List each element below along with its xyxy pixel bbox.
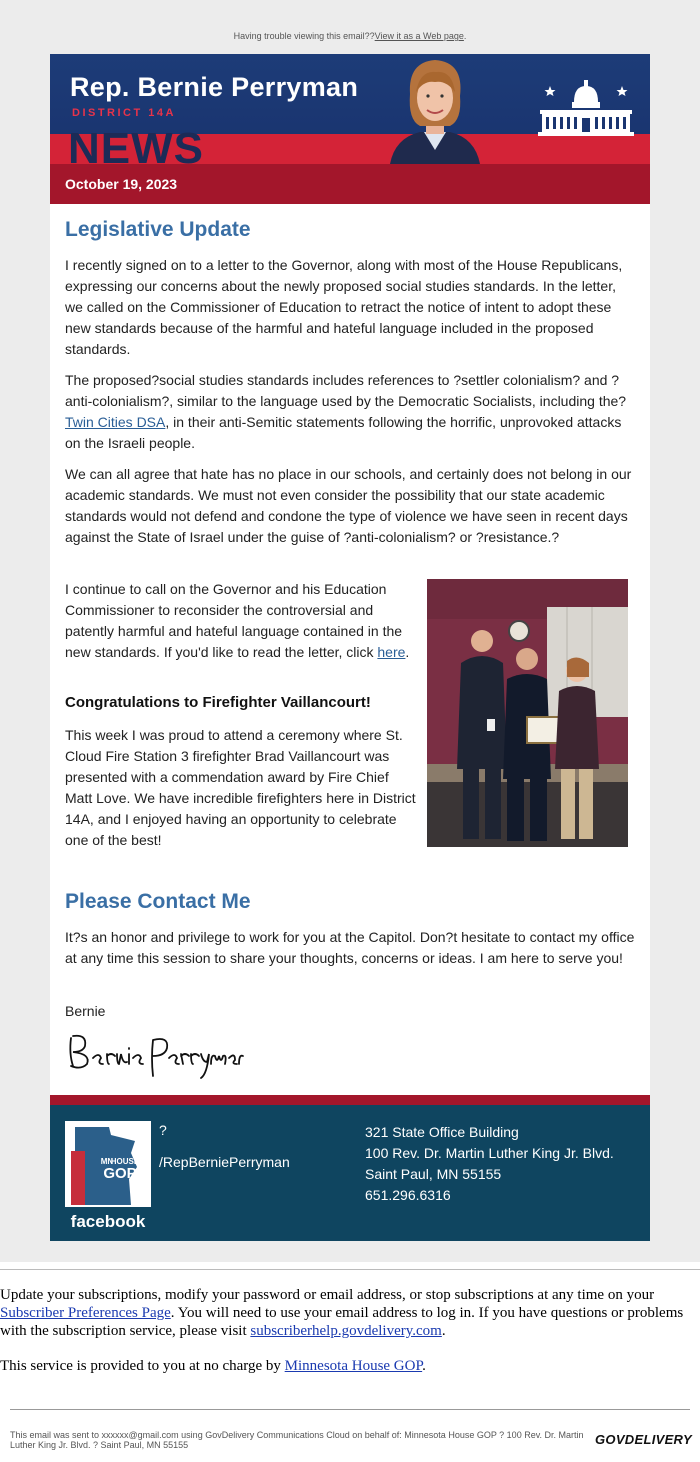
footer-question-mark: ? — [159, 1122, 167, 1138]
capitol-building-icon — [538, 76, 634, 136]
subscriber-preferences-link[interactable]: Subscriber Preferences Page — [0, 1305, 171, 1321]
handwritten-signature — [65, 1024, 245, 1084]
read-letter-link[interactable]: here — [377, 644, 406, 660]
subscriber-help-link[interactable]: subscriberhelp.govdelivery.com — [250, 1323, 442, 1339]
facebook-handle-link[interactable]: /RepBerniePerryman — [159, 1154, 290, 1170]
contact-footer — [50, 1105, 650, 1241]
minnesota-house-gop-link[interactable]: Minnesota House GOP — [284, 1358, 423, 1374]
legislative-paragraph-3: We can all agree that hate has no place in our schools, and certainly does not belong in our academic standards. We must not even consider the possibility that our state academic standards would not defend and condone the type of violence we have seen in recent days against the State of Israel under the guise of ?anti-colonialism? or ?resistance.? — [65, 466, 632, 545]
footer-accent-bar — [50, 1095, 650, 1105]
news-wordmark: NEWS — [68, 124, 204, 173]
logo-text-mn: MN — [100, 1157, 114, 1166]
office-address: 321 State Office Building 100 Rev. Dr. Martin Luther King Jr. Blvd. Saint Paul, MN 55155 651.296.6316 — [365, 1122, 614, 1206]
govdelivery-logo: GOVDELIVERY — [595, 1432, 692, 1447]
firefighter-heading: Congratulations to Firefighter Vaillancourt! — [65, 694, 371, 711]
twin-cities-dsa-link[interactable]: Twin Cities DSA — [65, 414, 166, 430]
issue-date: October 19, 2023 — [65, 176, 178, 192]
logo-text-gop: GOP — [103, 1165, 137, 1182]
signoff-name: Bernie — [65, 1003, 106, 1019]
divider — [0, 1269, 700, 1270]
office-phone: 651.296.6316 — [365, 1187, 451, 1203]
legislative-update-heading: Legislative Update — [65, 218, 251, 241]
contact-section — [65, 890, 635, 914]
preheader: Having trouble viewing this email??View it as a Web page. — [233, 31, 467, 41]
legislative-paragraph-4: I continue to call on the Governor and his Education Commissioner to reconsider the controversial and patently harmful and hateful language contained in the new standards. If you'd like to read the letter, click here. — [65, 581, 410, 660]
legislative-update-section — [65, 218, 635, 242]
contact-paragraph: It?s an honor and privilege to work for you at the Capitol. Don?t hesitate to contact my office at any time this session to share your thoughts, concerns or ideas. I am here to serve you! — [65, 929, 635, 966]
contact-heading: Please Contact Me — [65, 890, 251, 913]
firefighter-paragraph: This week I was proud to attend a ceremony where St. Cloud Fire Station 3 firefighter Brad Vaillancourt was presented with a commendation award by Fire Chief Matt Love. We have incredible firefighters here in District 14A, and I enjoyed having an opportunity to celebrate one of the best! — [65, 727, 416, 848]
subscription-notice: Update your subscriptions, modify your password or email address, or stop subscriptions at any time on your Subscriber Preferences Page. You will need to use your email address to log in. If you have questions or problems with the subscription service, please visit subscriberhelp.govdelivery.com. This service is provided to you at no charge by Minnesota House GOP. — [0, 1287, 684, 1374]
firefighter-ceremony-photo — [427, 579, 628, 847]
legislative-paragraph-2: The proposed?social studies standards includes references to ?settler colonialism? and ?anti-colonialism?, similar to the language used by the Democratic Socialists, including the?Twin Cities DSA, in their anti-Semitic statements following the horrific, unprovoked attacks on the Israeli people. — [65, 372, 627, 451]
legal-footer: This email was sent to xxxxxx@gmail.com using GovDelivery Communications Cloud on behalf of: Minnesota House GOP ? 100 Rev. Dr. Martin Luther King Jr. Blvd. ? Saint Paul, MN 55155 — [10, 1430, 584, 1450]
divider — [10, 1409, 690, 1410]
representative-portrait — [380, 54, 490, 164]
logo-text-house: HOUSE — [110, 1157, 140, 1166]
district-label: DISTRICT 14A — [72, 107, 176, 119]
newsletter-card — [50, 54, 650, 1241]
legislative-paragraph-1: I recently signed on to a letter to the Governor, along with most of the House Republicans, expressing our concerns about the newly proposed social studies standards. In the letter, we called on the Commissioner of Education to retract the notice of intent to adopt these new standards because of the harmful and hateful language included in the proposed standards. — [65, 257, 623, 357]
representative-name: Rep. Bernie Perryman — [70, 72, 359, 102]
logo-text-facebook: facebook — [70, 1212, 146, 1231]
header-banner — [50, 54, 650, 204]
mnhouse-gop-facebook-logo[interactable] — [65, 1121, 151, 1231]
view-as-webpage-link[interactable]: View it as a Web page — [374, 31, 464, 41]
